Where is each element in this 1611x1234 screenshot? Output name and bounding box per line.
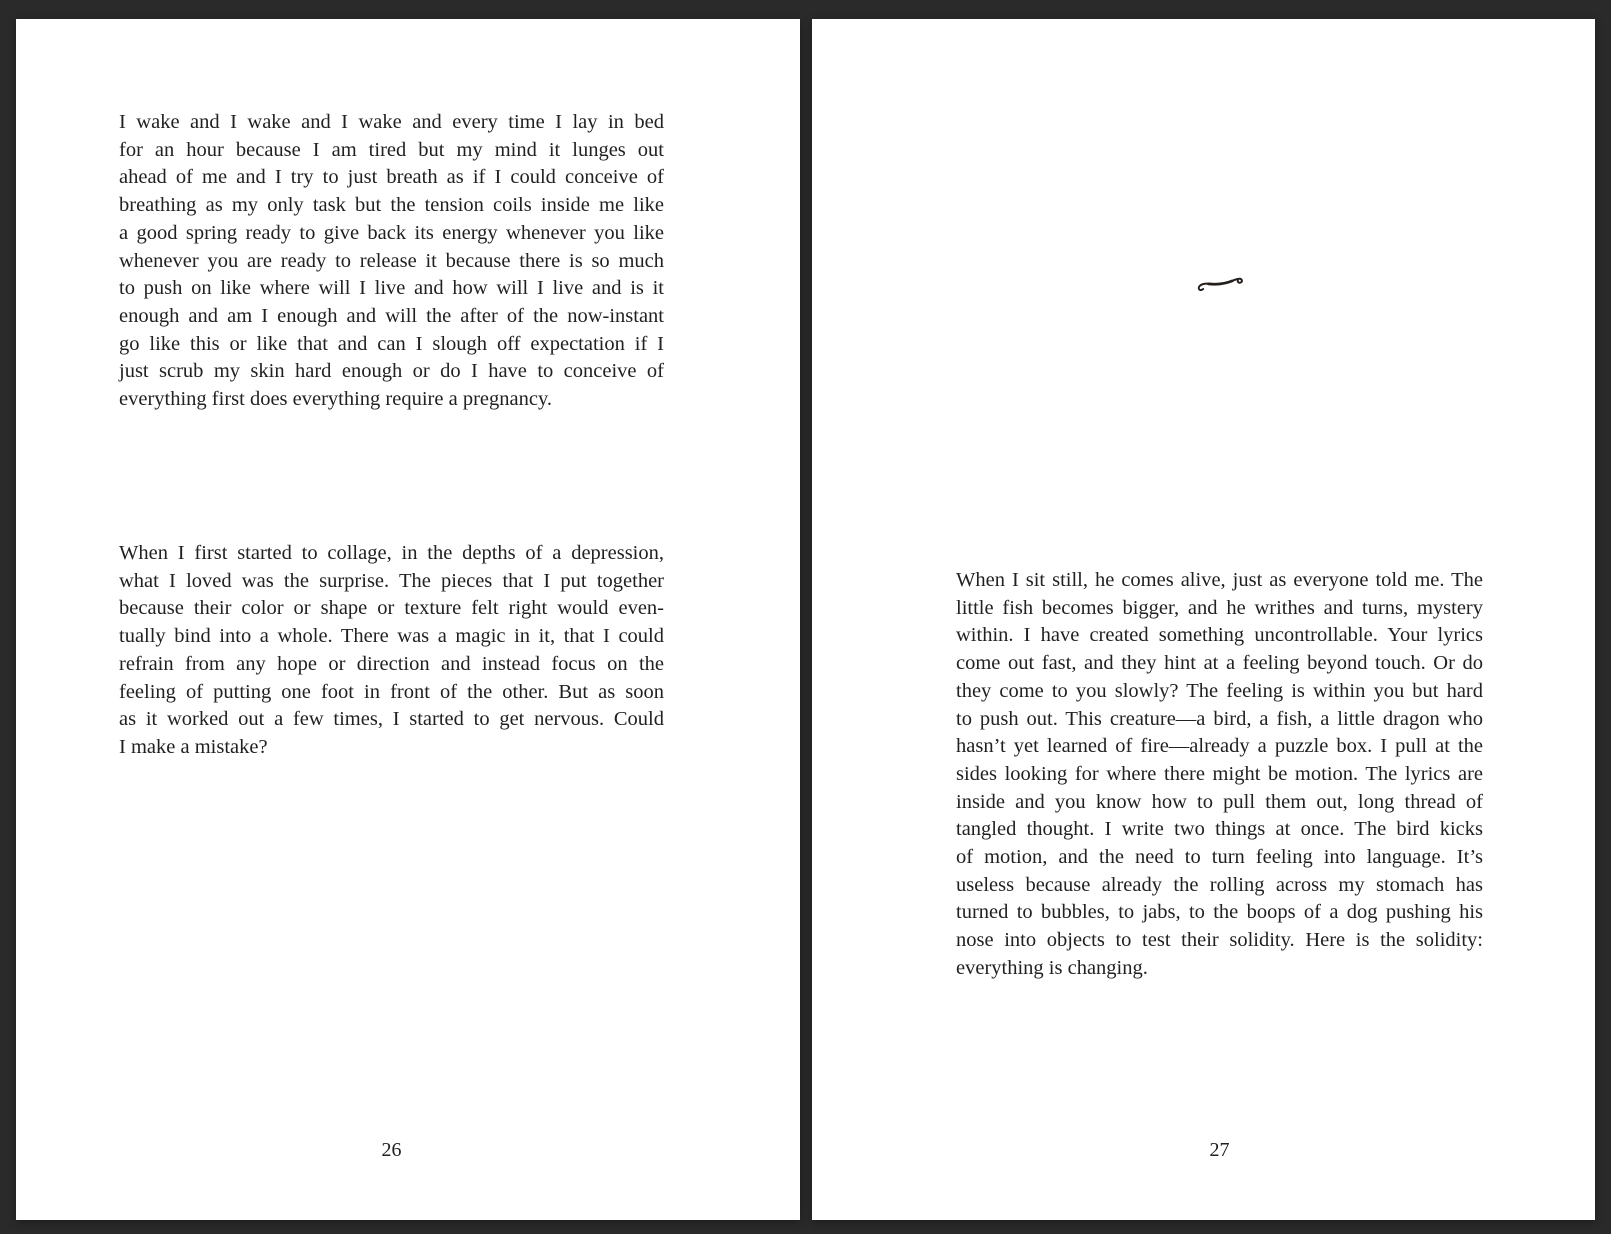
text-line: to push out. This creature—a bird, a fish, a little dragon who (956, 707, 1483, 730)
text-line: feeling of putting one foot in front of the other. But as soon (119, 680, 664, 703)
text-line: come out fast, and they hint at a feeling beyond touch. Or do (956, 652, 1483, 675)
text-line: inside and you know how to pull them out, long thread of (956, 790, 1483, 813)
text-line: for an hour because I am tired but my mind it lunges out (119, 138, 664, 161)
text-line: tually bind into a whole. There was a magic in it, that I could (119, 625, 664, 648)
text-line: as it worked out a few times, I started to get nervous. Could (119, 708, 664, 731)
text-line: little fish becomes bigger, and he writhes and turns, mystery (956, 596, 1483, 619)
text-line: everything is changing. (956, 956, 1148, 979)
section-break-ornament (956, 271, 1483, 295)
text-line: When I sit still, he comes alive, just as everyone told me. The (956, 569, 1483, 591)
text-line: useless because already the rolling across my stomach has (956, 873, 1483, 896)
paragraph (119, 540, 664, 762)
text-line: refrain from any hope or direction and instead focus on the (119, 652, 664, 675)
book-page-right (812, 19, 1595, 1220)
paragraph (956, 567, 1483, 983)
text-line: When I first started to collage, in the depths of a depression, (119, 542, 664, 564)
paragraph (119, 109, 664, 414)
text-line: whenever you are ready to release it because there is so much (119, 249, 664, 272)
text-line: of motion, and the need to turn feeling into language. It’s (956, 846, 1483, 869)
text-line: ahead of me and I try to just breath as if I could conceive of (119, 166, 664, 189)
page-number: 26 (381, 1139, 402, 1161)
text-line: turned to bubbles, to jabs, to the boops of a dog pushing his (956, 901, 1483, 924)
text-line: hasn’t yet learned of fire—already a puzzle box. I pull at the (956, 735, 1483, 758)
text-line: what I loved was the surprise. The pieces that I put together (119, 569, 664, 592)
text-line: just scrub my skin hard enough or do I have to conceive of (119, 360, 664, 383)
text-line: within. I have created something uncontrollable. Your lyrics (956, 624, 1483, 647)
text-line: because their color or shape or texture felt right would even- (119, 597, 664, 620)
text-line: enough and am I enough and will the after of the now-instant (119, 304, 664, 327)
text-line: I wake and I wake and I wake and every time I lay in bed (119, 111, 664, 133)
text-line: breathing as my only task but the tension coils inside me like (119, 194, 664, 217)
book-page-left (16, 19, 800, 1220)
page-number: 27 (1209, 1139, 1230, 1161)
text-line: I make a mistake? (119, 735, 268, 758)
text-line: tangled thought. I write two things at once. The bird kicks (956, 818, 1483, 841)
text-line: everything first does everything require a pregnancy. (119, 388, 552, 411)
text-line: sides looking for where there might be motion. The lyrics are (956, 762, 1483, 785)
text-line: a good spring ready to give back its energy whenever you like (119, 221, 664, 244)
text-line: go like this or like that and can I slough off expectation if I (119, 332, 664, 355)
swash-ornament-icon (1192, 271, 1248, 295)
text-line: they come to you slowly? The feeling is within you but hard (956, 679, 1483, 702)
text-line: nose into objects to test their solidity. Here is the solidity: (956, 929, 1483, 952)
text-line: to push on like where will I live and how will I live and is it (119, 277, 664, 300)
